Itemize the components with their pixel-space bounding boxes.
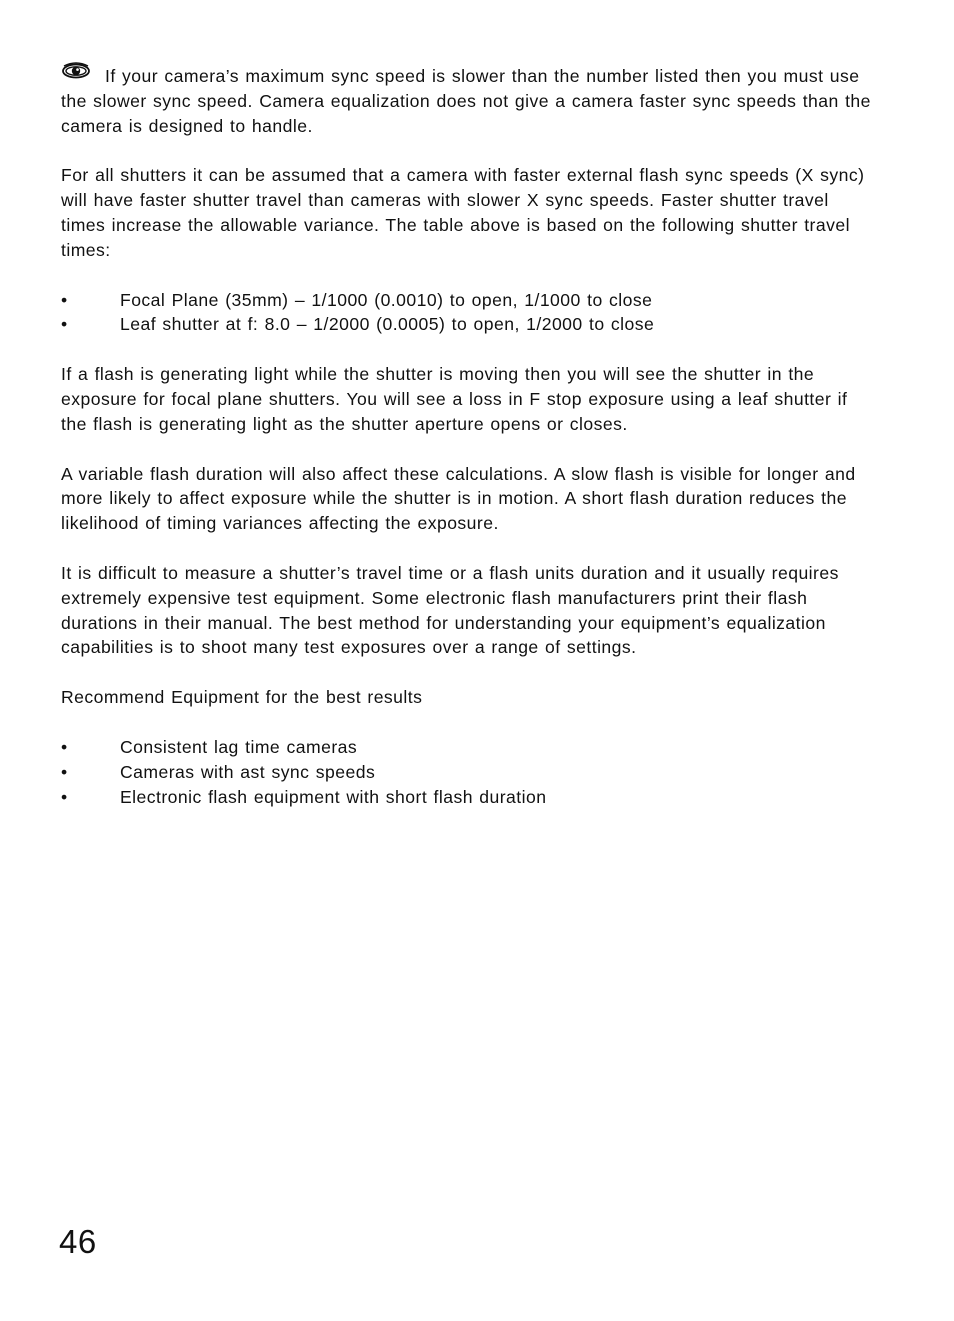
list-item [61,760,871,785]
recommend-heading: Recommend Equipment for the best results [61,687,423,708]
recommendations-list [61,735,871,809]
note-text: If your camera’s maximum sync speed is slower than the number listed then you must use the slower sync speed. Camera equalization does not give a camera faster sync speeds than the camera is designed to handle. [61,66,871,136]
bullet: • [61,761,68,782]
shutter-travel-paragraph: For all shutters it can be assumed that a camera with faster external flash sync speeds (X sync) will have faster shutter travel than cameras with slower X sync speeds. Faster shutter travel times increase the allowable variance. The table above is based on the following shutter travel times: [61,165,865,260]
list-item [61,735,871,760]
bullet: • [61,314,68,335]
eye-icon [61,62,91,80]
list-item-text: Cameras with ast sync speeds [120,761,376,782]
list-item [61,312,871,337]
measure-paragraph: It is difficult to measure a shutter’s travel time or a flash units duration and it usually requires extremely expensive test equipment. Some electronic flash manufacturers print their flash durations in their manual. The best method for understanding your equipment’s equalization capabilities is to shoot many test exposures over a range of settings. [61,562,839,658]
travel-times-list [61,288,871,338]
page-content [61,62,871,834]
list-item-text: Leaf shutter at f: 8.0 – 1/2000 (0.0005) to open, 1/2000 to close [120,314,655,335]
bullet: • [61,289,68,310]
flash-duration-paragraph: A variable flash duration will also affect these calculations. A slow flash is visible for longer and more likely to affect exposure while the shutter is in motion. A short flash duration reduces the likelihood of timing variances affecting the exposure. [61,463,856,534]
note-paragraph [61,62,871,138]
list-item-text: Consistent lag time cameras [120,736,358,757]
bullet: • [61,786,68,807]
list-item-text: Focal Plane (35mm) – 1/1000 (0.0010) to open, 1/1000 to close [120,289,653,310]
bullet: • [61,736,68,757]
page-number: 46 [59,1223,97,1260]
list-item-text: Electronic flash equipment with short flash duration [120,786,547,807]
list-item [61,288,871,313]
list-item [61,785,871,810]
flash-moving-paragraph: If a flash is generating light while the shutter is moving then you will see the shutter in the exposure for focal plane shutters. You will see a loss in F stop exposure using a leaf shutter if the flash is generating light as the shutter aperture opens or closes. [61,364,848,434]
